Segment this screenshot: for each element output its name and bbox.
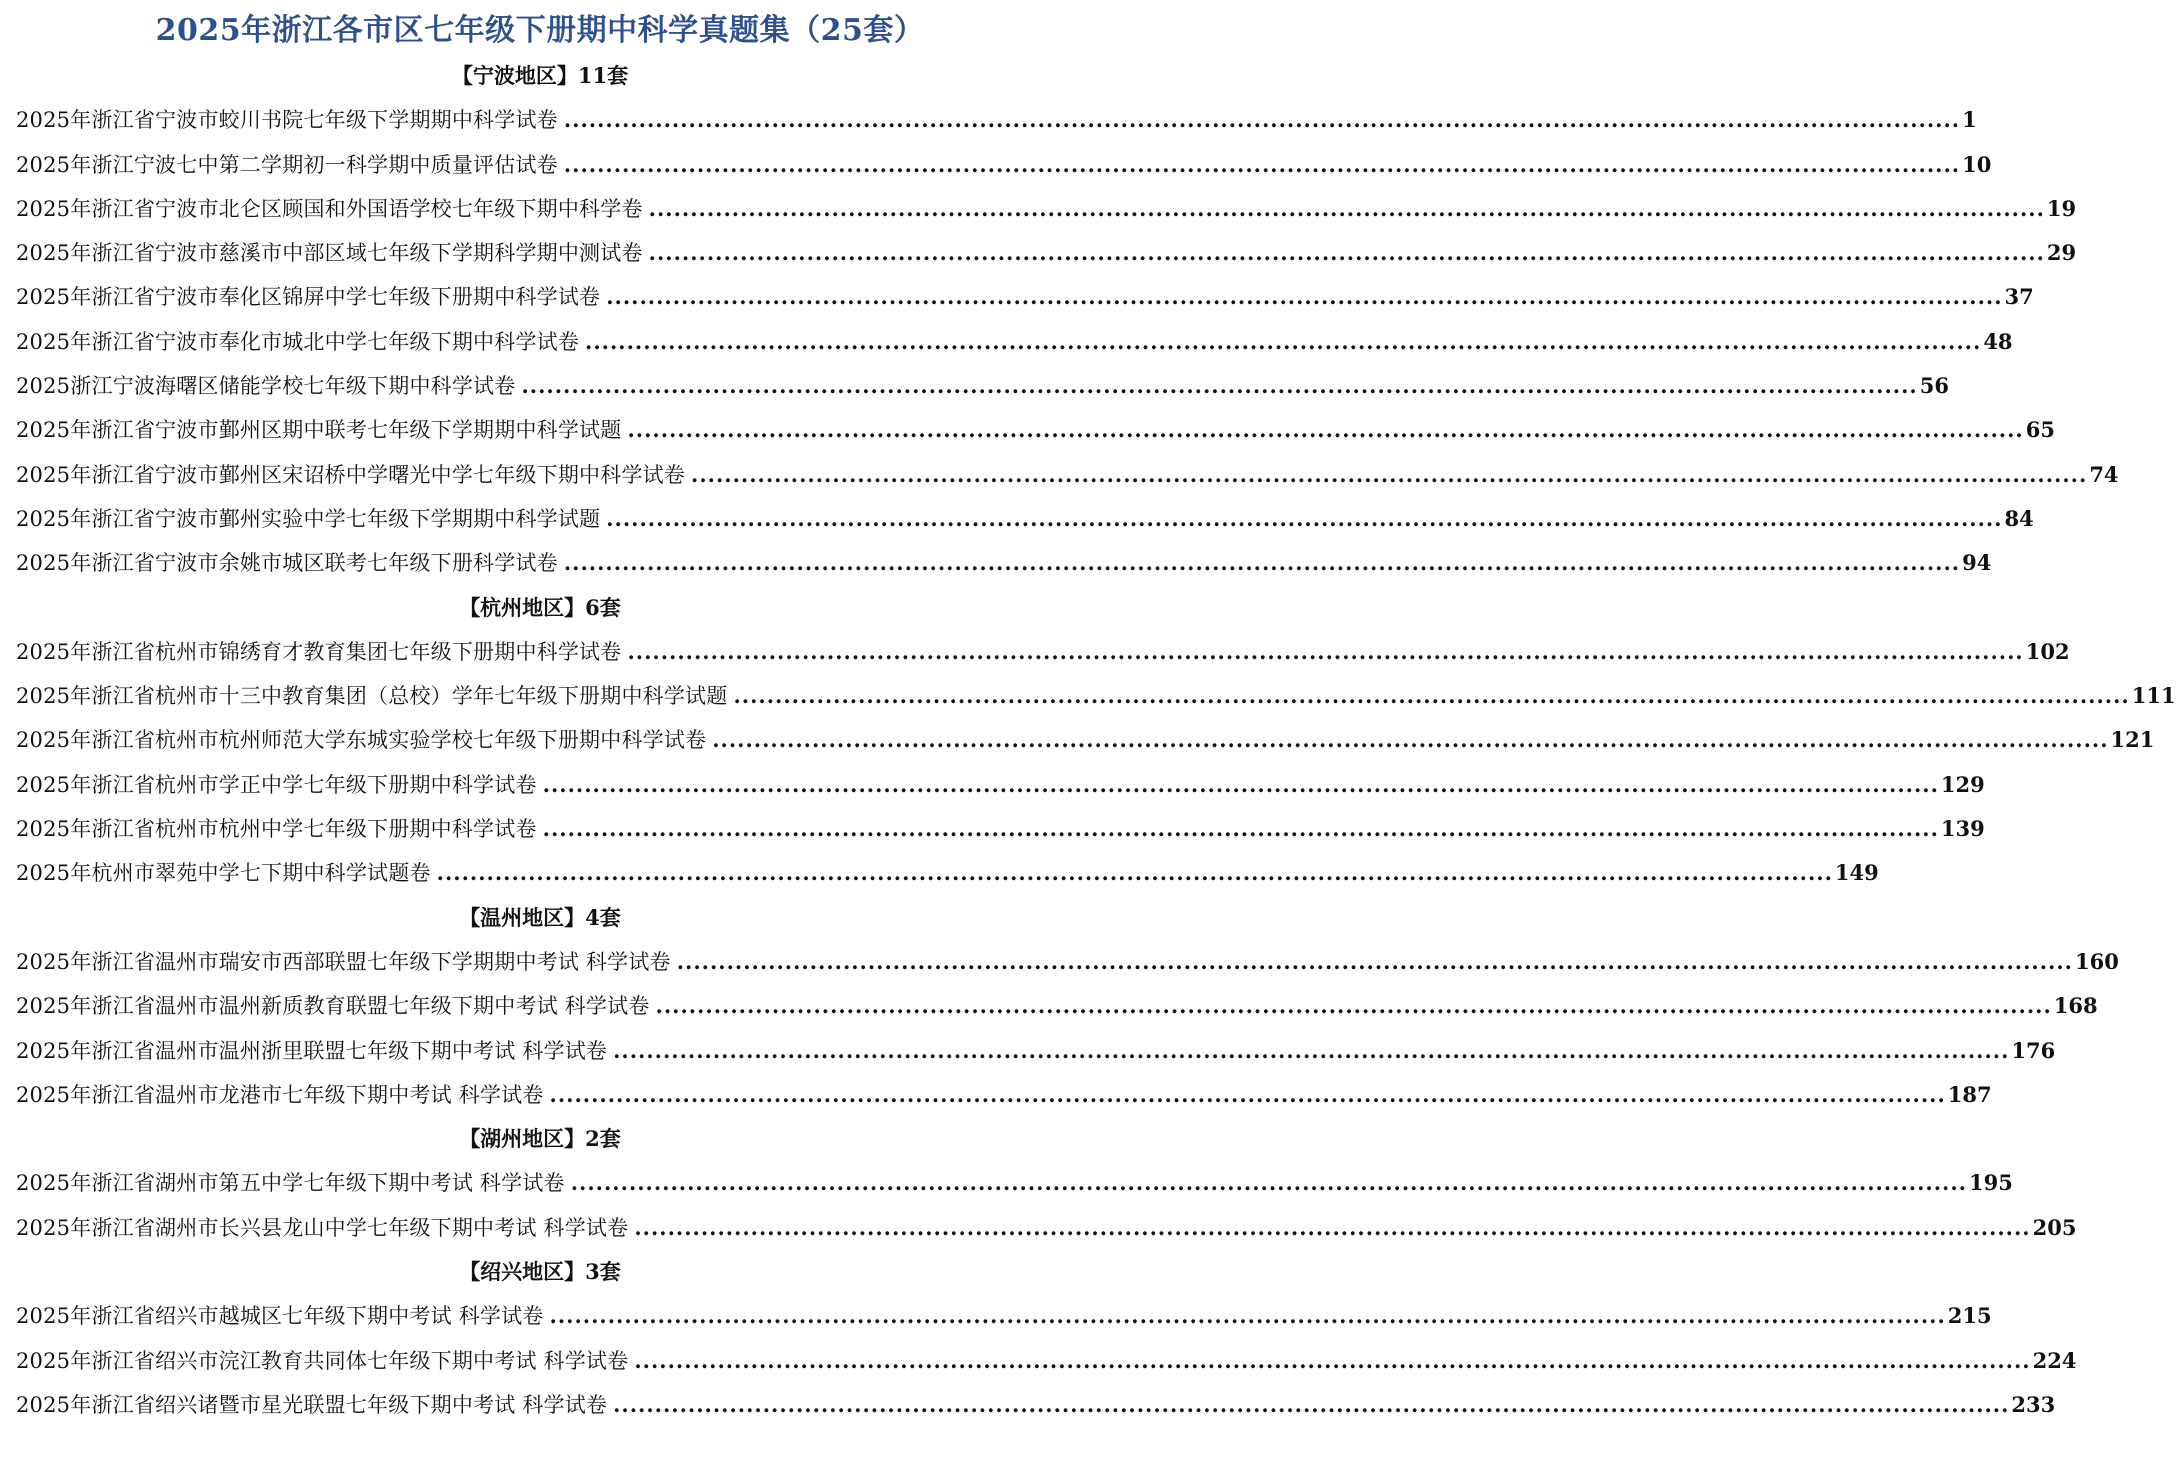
toc-entry[interactable]	[16, 231, 2077, 275]
toc-entry-title: 2025年浙江省湖州市第五中学七年级下期中考试 科学试卷	[16, 1171, 565, 1196]
toc-entry-title: 2025年浙江省温州市温州新质教育联盟七年级下期中考试 科学试卷	[16, 994, 650, 1019]
toc-entry[interactable]	[16, 1161, 2013, 1205]
toc-entry-page-number: 84	[2004, 505, 2034, 531]
toc-entry-page-number: 139	[1940, 816, 1985, 842]
toc-entry-title: 2025年浙江省宁波市北仑区顾国和外国语学校七年级下期中科学卷	[16, 196, 643, 221]
dot-leader: ........................................................................................................................................................................	[613, 1037, 2010, 1063]
toc-entry[interactable]	[16, 1294, 1992, 1338]
toc-entry-page-number: 94	[1962, 550, 1992, 576]
toc-entry[interactable]	[16, 320, 2013, 364]
toc-entry-title: 2025年浙江省宁波市奉化市城北中学七年级下期中科学试卷	[16, 329, 580, 354]
toc-entry[interactable]	[16, 541, 1992, 585]
toc-entry-title: 2025年浙江省宁波市蛟川书院七年级下学期期中科学试卷	[16, 108, 558, 133]
toc-entry-page-number: 187	[1947, 1081, 1992, 1107]
dot-leader: ........................................................................................................................................................................	[627, 417, 2024, 443]
toc-entry[interactable]	[16, 1206, 2077, 1250]
toc-entry[interactable]	[16, 807, 1985, 851]
toc-entry-title: 2025年浙江省温州市龙港市七年级下期中考试 科学试卷	[16, 1082, 544, 1107]
toc-entry-title: 2025年浙江省杭州市学正中学七年级下册期中科学试卷	[16, 772, 537, 797]
toc-entry[interactable]	[16, 143, 1992, 187]
dot-leader: ........................................................................................................................................................................	[606, 505, 2003, 531]
toc-entry[interactable]	[16, 497, 2034, 541]
toc-entry-page-number: 121	[2110, 727, 2155, 753]
toc-entry-page-number: 168	[2053, 993, 2098, 1019]
dot-leader: ........................................................................................................................................................................	[712, 727, 2109, 753]
toc-entry-title: 2025年浙江省宁波市慈溪市中部区域七年级下学期科学期中测试卷	[16, 241, 643, 266]
toc-entry-title: 2025年浙江省湖州市长兴县龙山中学七年级下期中考试 科学试卷	[16, 1215, 629, 1240]
section-heading: 【宁波地区】11套	[451, 63, 629, 88]
toc-entry-title: 2025年浙江省宁波市奉化区锦屏中学七年级下册期中科学试卷	[16, 285, 601, 310]
toc-entry-page-number: 129	[1940, 771, 1985, 797]
toc-entry-page-number: 1	[1962, 107, 1977, 133]
section-heading: 【绍兴地区】3套	[459, 1259, 621, 1285]
toc-entry-title: 2025年浙江省宁波市鄞州区期中联考七年级下学期期中科学试题	[16, 418, 622, 443]
toc-entry-page-number: 149	[1834, 860, 1879, 886]
dot-leader: ........................................................................................................................................................................	[563, 550, 1961, 576]
dot-leader: ........................................................................................................................................................................	[563, 151, 1961, 177]
toc-entry-page-number: 233	[2011, 1391, 2056, 1417]
toc-entry-title: 2025年浙江省杭州市十三中教育集团（总校）学年七年级下册期中科学试题	[16, 684, 728, 709]
toc-entry-page-number: 160	[2074, 948, 2119, 974]
toc-entry[interactable]	[16, 364, 1949, 408]
toc-entry[interactable]	[16, 453, 2119, 497]
dot-leader: ........................................................................................................................................................................	[676, 948, 2073, 974]
section-heading: 【湖州地区】2套	[459, 1126, 621, 1152]
toc-entry[interactable]	[16, 1073, 1992, 1117]
toc-entry-page-number: 19	[2046, 195, 2077, 221]
section-heading: 【杭州地区】6套	[459, 594, 621, 620]
toc-entry-title: 2025年浙江省宁波市鄞州实验中学七年级下学期期中科学试题	[16, 506, 601, 531]
toc-entry-page-number: 102	[2025, 638, 2070, 664]
toc-entry-page-number: 215	[1947, 1303, 1992, 1329]
toc-entry-title: 2025年浙江省绍兴市越城区七年级下期中考试 科学试卷	[16, 1304, 544, 1329]
toc-entry-page-number: 195	[1968, 1170, 2013, 1196]
toc-entry[interactable]	[16, 187, 2077, 231]
toc-entry-title: 2025年浙江省绍兴市浣江教育共同体七年级下期中考试 科学试卷	[16, 1348, 629, 1373]
toc-entry-page-number: 74	[2089, 461, 2119, 487]
toc-entry-page-number: 37	[2004, 284, 2034, 310]
toc-entry[interactable]	[16, 674, 2176, 718]
dot-leader: ........................................................................................................................................................................	[648, 240, 2045, 266]
dot-leader: ........................................................................................................................................................................	[549, 1081, 1946, 1107]
toc-entry[interactable]	[16, 763, 1985, 807]
toc-entry-title: 2025年浙江省温州市瑞安市西部联盟七年级下学期期中考试 科学试卷	[16, 949, 671, 974]
toc-entry-title: 2025年浙江省宁波市余姚市城区联考七年级下册科学试卷	[16, 551, 558, 576]
toc-entry[interactable]	[16, 940, 2119, 984]
table-of-contents	[16, 54, 2176, 1427]
dot-leader: ........................................................................................................................................................................	[733, 683, 2130, 709]
toc-entry[interactable]	[16, 98, 1977, 142]
dot-leader: ........................................................................................................................................................................	[634, 1214, 2031, 1240]
dot-leader: ........................................................................................................................................................................	[585, 328, 1982, 354]
toc-entry-title: 2025年浙江省杭州市锦绣育才教育集团七年级下册期中科学试卷	[16, 639, 622, 664]
toc-entry[interactable]	[16, 1029, 2056, 1073]
dot-leader: ........................................................................................................................................................................	[542, 771, 1939, 797]
toc-entry[interactable]	[16, 984, 2098, 1028]
toc-entry-page-number: 56	[1919, 373, 1949, 399]
dot-leader: ........................................................................................................................................................................	[542, 816, 1939, 842]
dot-leader: ........................................................................................................................................................................	[691, 461, 2088, 487]
toc-entry-title: 2025年杭州市翠苑中学七下期中科学试题卷	[16, 861, 431, 886]
toc-entry-page-number: 48	[1983, 328, 2013, 354]
toc-entry[interactable]	[16, 718, 2155, 762]
dot-leader: ........................................................................................................................................................................	[613, 1391, 2010, 1417]
toc-entry[interactable]	[16, 1339, 2077, 1383]
dot-leader: ........................................................................................................................................................................	[606, 284, 2003, 310]
dot-leader: ........................................................................................................................................................................	[627, 638, 2024, 664]
dot-leader: ........................................................................................................................................................................	[634, 1347, 2031, 1373]
toc-entry[interactable]	[16, 851, 1879, 895]
toc-entry[interactable]	[16, 275, 2034, 319]
dot-leader: ........................................................................................................................................................................	[648, 195, 2045, 221]
document-title: 2025年浙江各市区七年级下册期中科学真题集（25套）	[155, 13, 925, 48]
toc-entry-page-number: 10	[1962, 151, 1992, 177]
toc-entry-title: 2025年浙江省绍兴诸暨市星光联盟七年级下期中考试 科学试卷	[16, 1392, 608, 1417]
toc-entry-page-number: 111	[2131, 683, 2176, 709]
toc-entry-page-number: 176	[2011, 1037, 2056, 1063]
section-heading: 【温州地区】4套	[459, 904, 621, 930]
toc-entry-title: 2025浙江宁波海曙区储能学校七年级下期中科学试卷	[16, 374, 516, 399]
dot-leader: ........................................................................................................................................................................	[655, 993, 2052, 1019]
toc-entry-page-number: 224	[2032, 1347, 2077, 1373]
toc-entry-page-number: 29	[2046, 240, 2077, 266]
toc-entry-title: 2025年浙江省宁波市鄞州区宋诏桥中学曙光中学七年级下期中科学试卷	[16, 462, 686, 487]
toc-entry-page-number: 205	[2032, 1214, 2077, 1240]
toc-entry-title: 2025年浙江省杭州市杭州中学七年级下册期中科学试卷	[16, 817, 537, 842]
dot-leader: ........................................................................................................................................................................	[563, 107, 1961, 133]
toc-entry-title: 2025年浙江省温州市温州浙里联盟七年级下期中考试 科学试卷	[16, 1038, 608, 1063]
dot-leader: ........................................................................................................................................................................	[570, 1170, 1967, 1196]
dot-leader: ........................................................................................................................................................................	[549, 1303, 1946, 1329]
toc-entry-title: 2025年浙江宁波七中第二学期初一科学期中质量评估试卷	[16, 152, 558, 177]
toc-entry[interactable]	[16, 408, 2055, 452]
dot-leader: ........................................................................................................................................................................	[436, 860, 1833, 886]
toc-entry-page-number: 65	[2025, 417, 2055, 443]
dot-leader: ........................................................................................................................................................................	[521, 373, 1918, 399]
toc-entry[interactable]	[16, 1383, 2056, 1427]
toc-entry-title: 2025年浙江省杭州市杭州师范大学东城实验学校七年级下册期中科学试卷	[16, 728, 707, 753]
toc-entry[interactable]	[16, 630, 2070, 674]
